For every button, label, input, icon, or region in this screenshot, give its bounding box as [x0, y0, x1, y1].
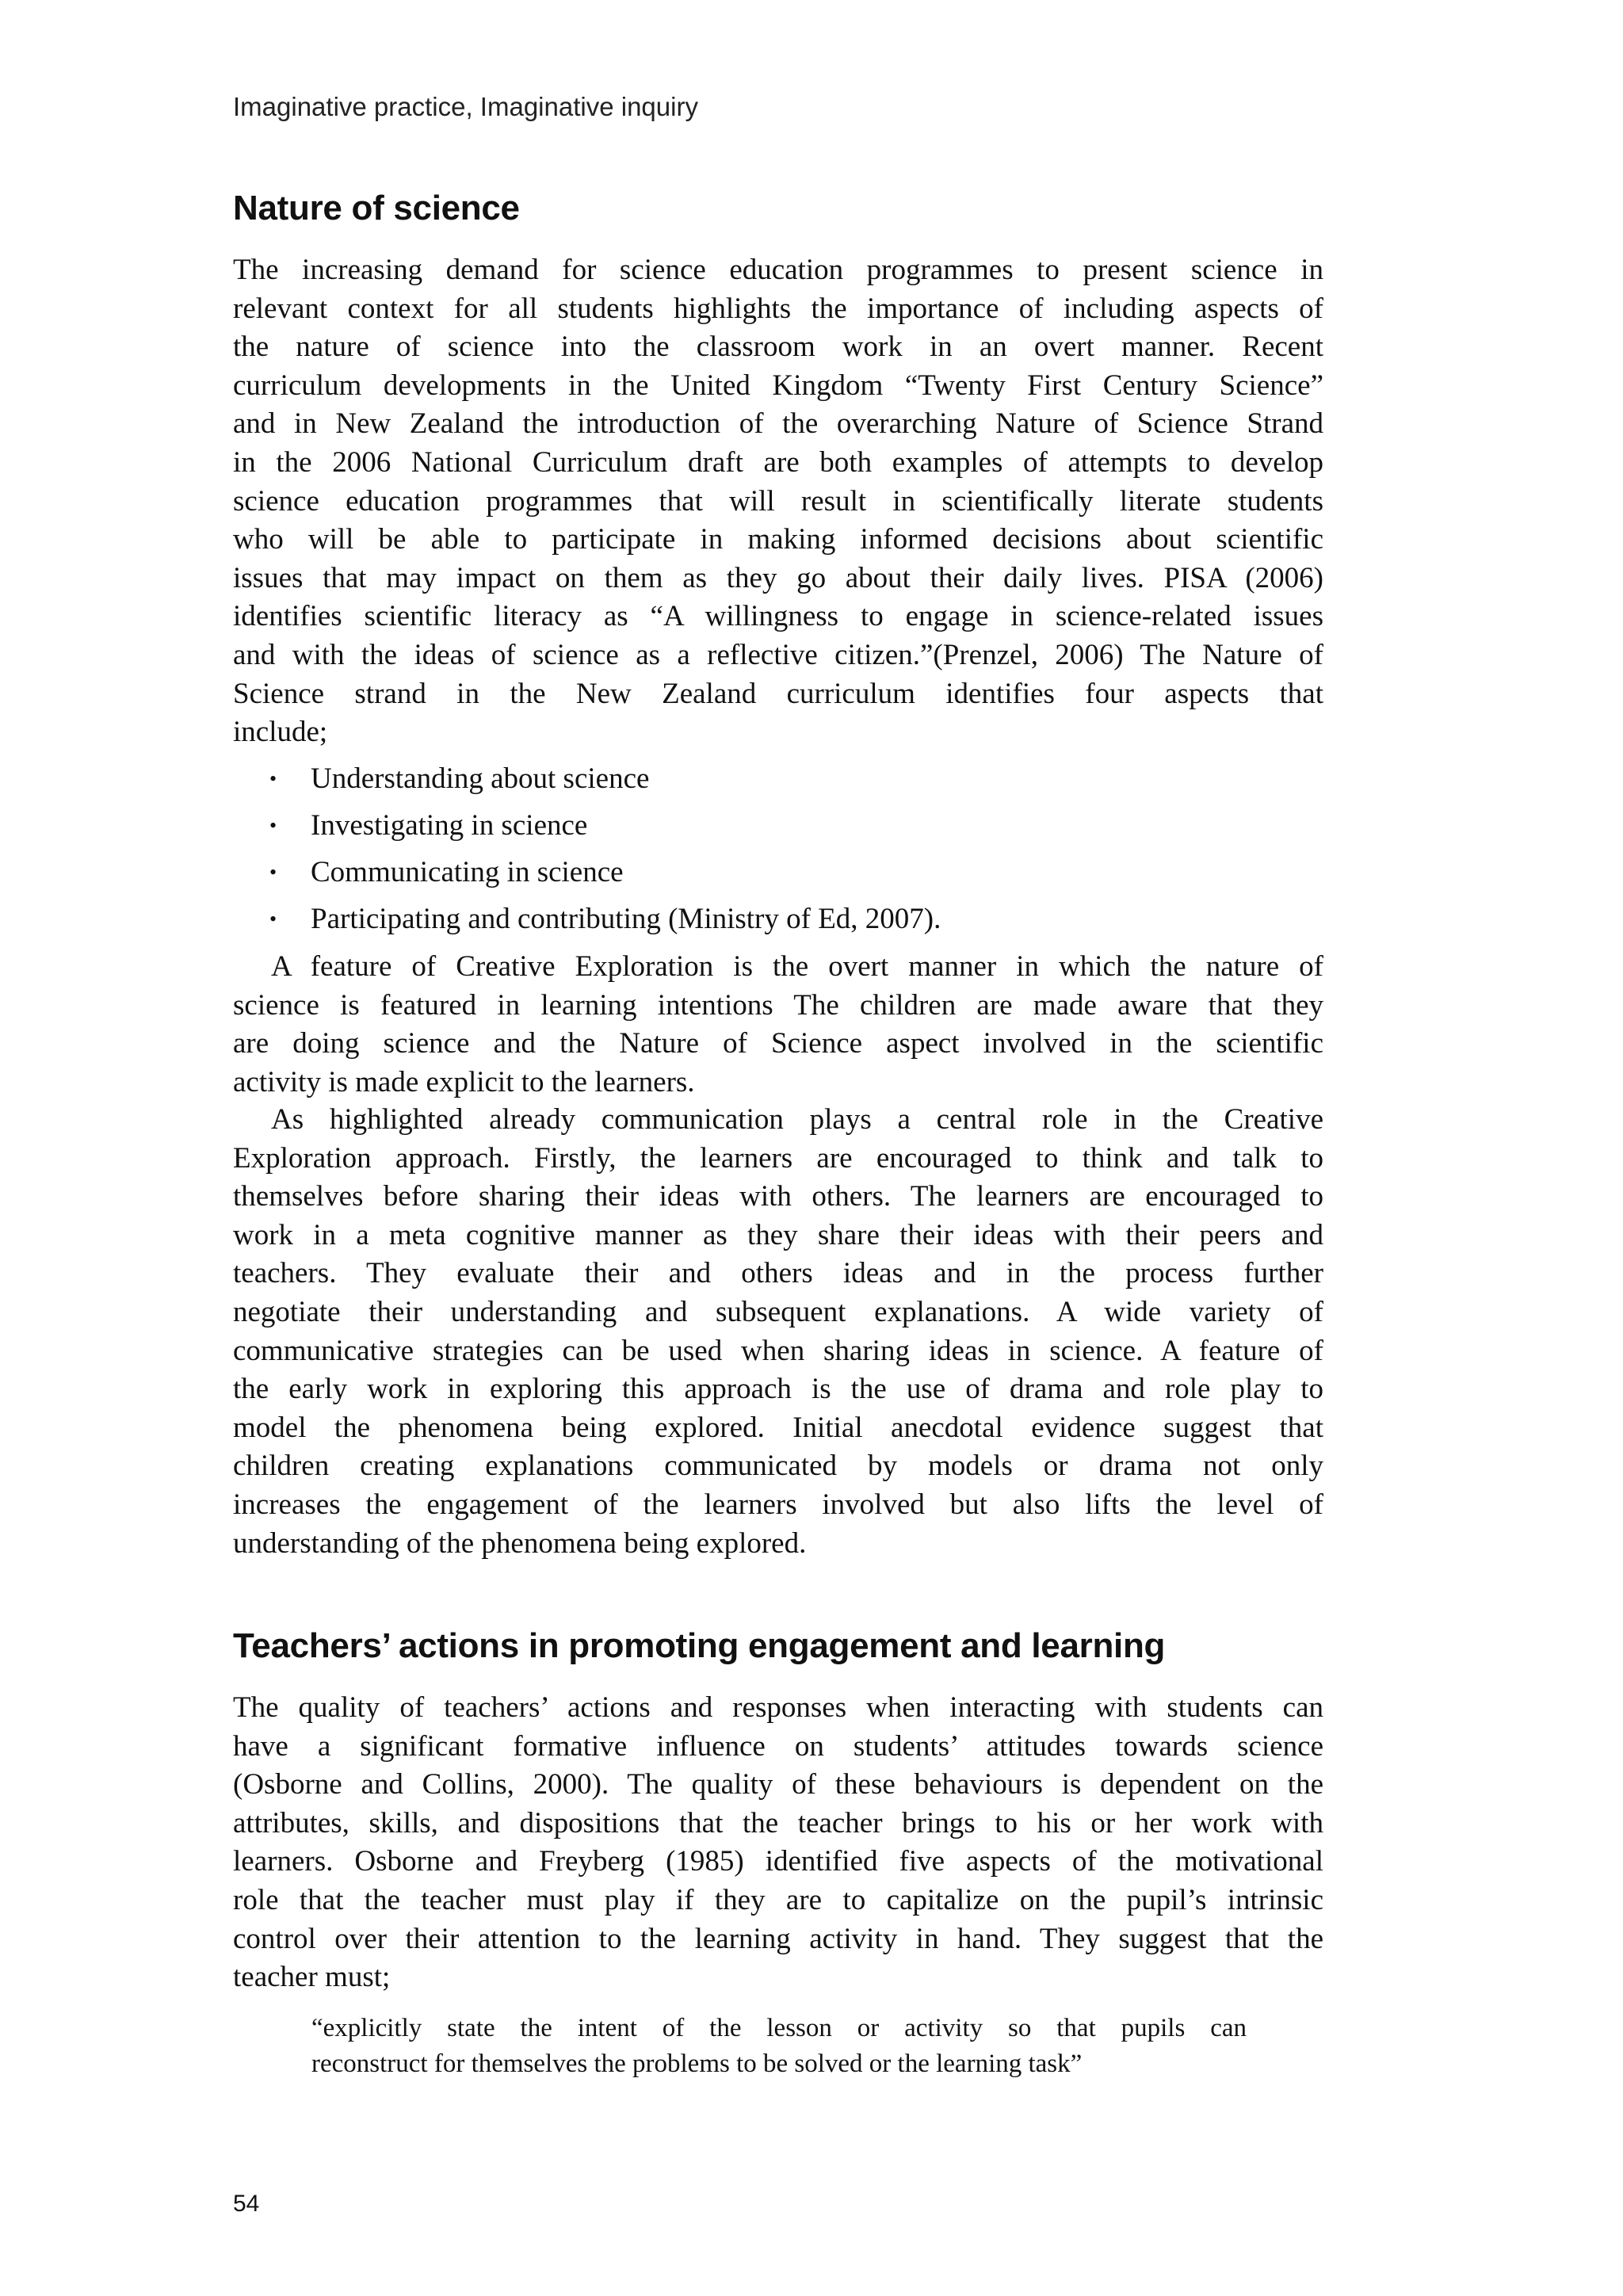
text-line: science is featured in learning intentions The children are made aware that they [233, 988, 1323, 1022]
text-line: teachers. They evaluate their and others ideas and in the process further [233, 1257, 1323, 1290]
list-item [269, 896, 941, 942]
running-header: Imaginative practice, Imaginative inquiry [233, 92, 698, 121]
text-line: control over their attention to the learning activity in hand. They suggest that the [233, 1922, 1323, 1955]
text-line: the nature of science into the classroom work in an overt manner. Recent [233, 330, 1323, 364]
text-line: increases the engagement of the learners involved but also lifts the level of [233, 1488, 1323, 1521]
text-line: model the phenomena being explored. Initial anecdotal evidence suggest that [233, 1411, 1323, 1444]
list-item [269, 849, 941, 896]
bullet-list [269, 755, 941, 942]
text-line: relevant context for all students highlights the importance of including aspects of [233, 292, 1323, 325]
text-line: attributes, skills, and dispositions that the teacher brings to his or her work with [233, 1806, 1323, 1839]
text-line: are doing science and the Nature of Science aspect involved in the scientific [233, 1027, 1323, 1060]
text-line: children creating explanations communicated by models or drama not only [233, 1450, 1323, 1483]
text-line: Science strand in the New Zealand curriculum identifies four aspects that [233, 677, 1323, 710]
list-item [269, 755, 941, 802]
text-line: As highlighted already communication plays a central role in the Creative [271, 1103, 1323, 1136]
text-line: communicative strategies can be used when sharing ideas in science. A feature of [233, 1334, 1323, 1367]
text-line: the early work in exploring this approach is the use of drama and role play to [233, 1373, 1323, 1406]
text-line: negotiate their understanding and subsequent explanations. A wide variety of [233, 1295, 1323, 1328]
text-line: science education programmes that will result in scientifically literate students [233, 484, 1323, 518]
text-line: A feature of Creative Exploration is the overt manner in which the nature of [271, 950, 1323, 983]
list-item [269, 802, 941, 849]
text-line: (Osborne and Collins, 2000). The quality of these behaviours is dependent on the [233, 1768, 1323, 1801]
text-line: learners. Osborne and Freyberg (1985) identified five aspects of the motivational [233, 1845, 1323, 1878]
bullet-icon: • [269, 861, 277, 884]
text-line: themselves before sharing their ideas with others. The learners are encouraged to [233, 1180, 1323, 1213]
text-line: and in New Zealand the introduction of the overarching Nature of Science Strand [233, 407, 1323, 441]
section-heading-teachers-actions: Teachers’ actions in promoting engagement and learning [233, 1626, 1166, 1665]
text-line: The quality of teachers’ actions and responses when interacting with students can [233, 1691, 1323, 1724]
text-line: curriculum developments in the United Kingdom “Twenty First Century Science” [233, 369, 1323, 402]
paragraph [233, 251, 1323, 752]
text-line: in the 2006 National Curriculum draft are both examples of attempts to develop [233, 445, 1323, 479]
text-line: understanding of the phenomena being explored. [233, 1526, 807, 1560]
text-line: have a significant formative influence on students’ attitudes towards science [233, 1729, 1323, 1763]
text-line: role that the teacher must play if they are to capitalize on the pupil’s intrinsic [233, 1883, 1323, 1916]
block-quote [311, 2011, 1247, 2082]
text-line: and with the ideas of science as a reflective citizen.”(Prenzel, 2006) The Nature of [233, 638, 1323, 671]
paragraph [233, 1689, 1323, 1997]
text-line: work in a meta cognitive manner as they share their ideas with their peers and [233, 1218, 1323, 1251]
bullet-icon: • [269, 814, 277, 837]
text-line: activity is made explicit to the learners. [233, 1065, 695, 1098]
paragraph [233, 948, 1323, 1102]
page-number: 54 [233, 2191, 260, 2217]
text-line: include; [233, 716, 328, 749]
list-item-text: Participating and contributing (Ministry of Ed, 2007). [311, 903, 941, 935]
paragraph [233, 1101, 1323, 1563]
text-line: Exploration approach. Firstly, the learners are encouraged to think and talk to [233, 1141, 1323, 1175]
list-item-text: Understanding about science [311, 762, 650, 795]
list-item-text: Communicating in science [311, 856, 624, 888]
list-item-text: Investigating in science [311, 809, 588, 842]
text-line: who will be able to participate in making informed decisions about scientific [233, 523, 1323, 556]
text-line: “explicitly state the intent of the lesson or activity so that pupils can [311, 2014, 1247, 2042]
bullet-icon: • [269, 767, 277, 790]
text-line: The increasing demand for science education programmes to present science in [233, 254, 1323, 286]
section-heading-nature-of-science: Nature of science [233, 189, 520, 227]
text-line: identifies scientific literacy as “A willingness to engage in science-related issues [233, 600, 1323, 633]
text-line: reconstruct for themselves the problems to be solved or the learning task” [311, 2050, 1083, 2078]
text-line: issues that may impact on them as they go about their daily lives. PISA (2006) [233, 561, 1323, 594]
bullet-icon: • [269, 907, 277, 930]
text-line: teacher must; [233, 1961, 391, 1994]
